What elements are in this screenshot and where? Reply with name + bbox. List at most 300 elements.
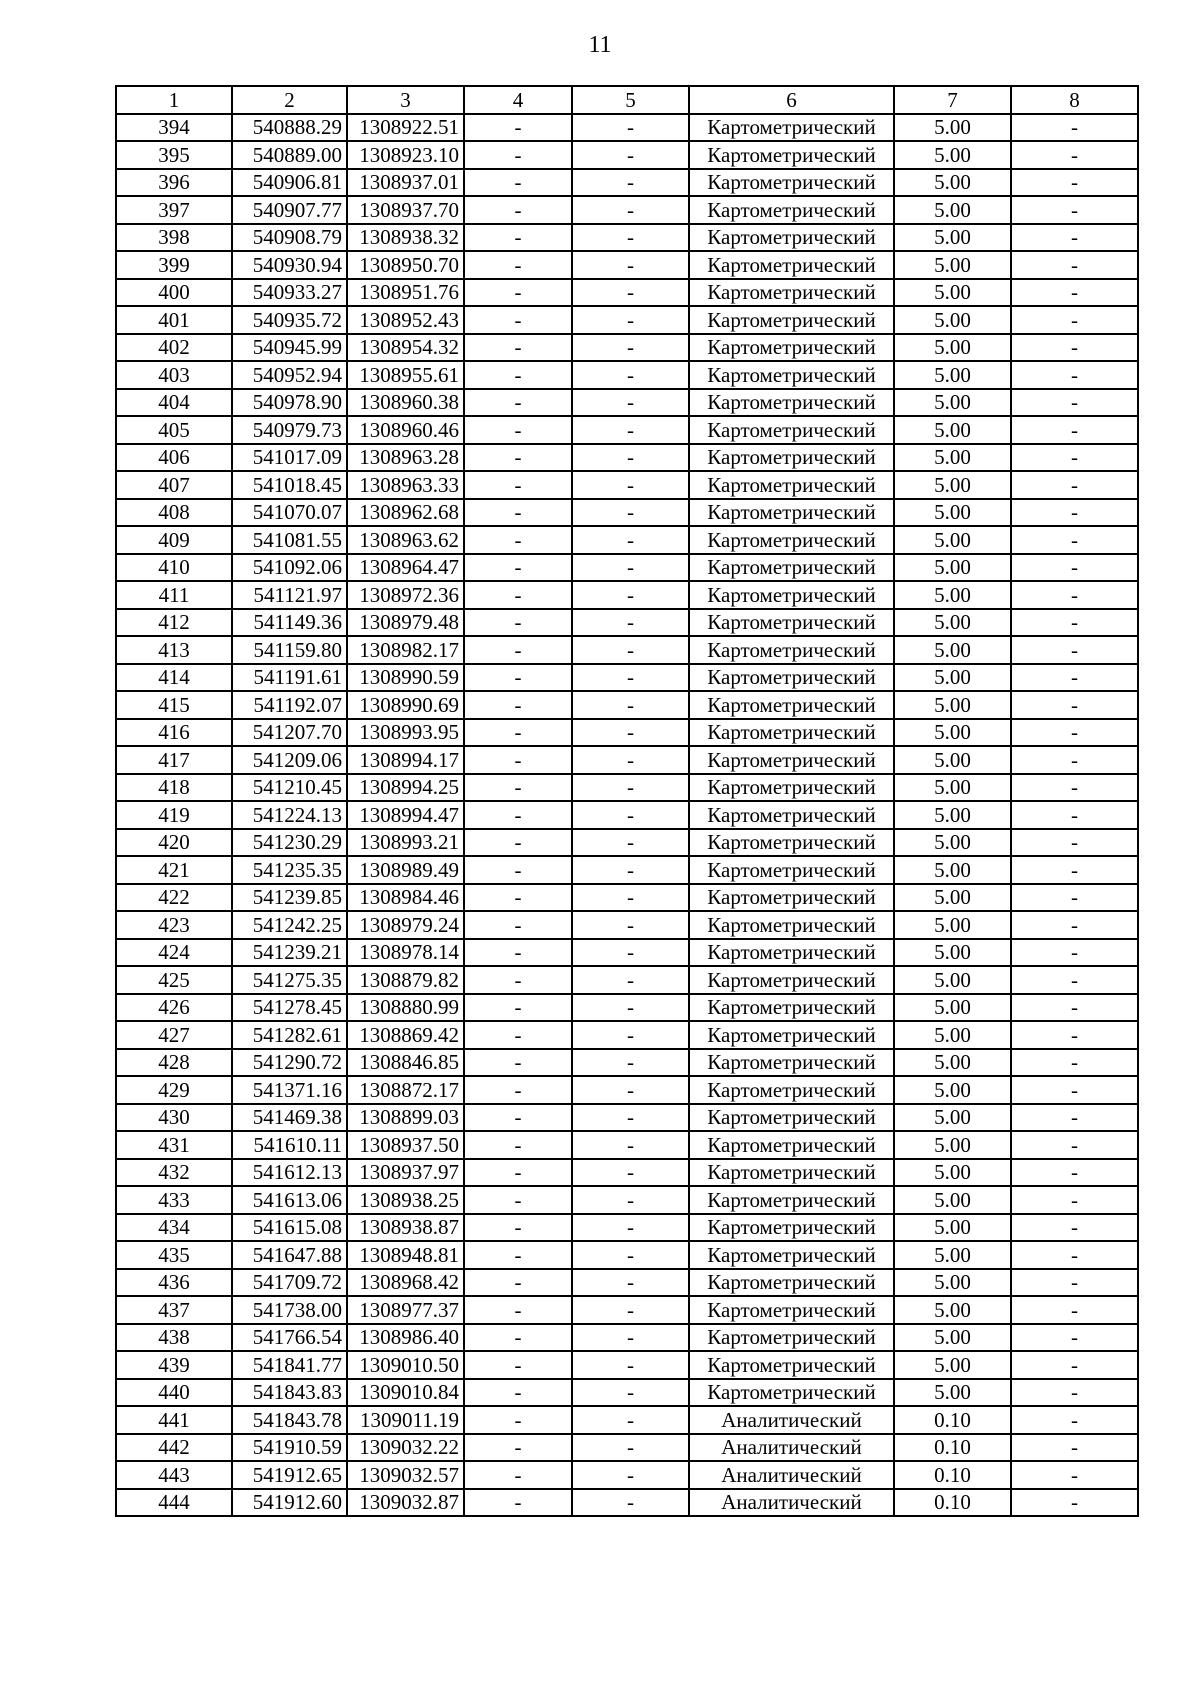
column-header-7: 7 xyxy=(894,86,1011,114)
x-coordinate-cell: 540945.99 xyxy=(232,334,347,362)
col-5-cell: - xyxy=(572,416,689,444)
method-cell: Картометрический xyxy=(689,801,894,829)
method-cell: Картометрический xyxy=(689,856,894,884)
method-cell: Картометрический xyxy=(689,1379,894,1407)
col-8-cell: - xyxy=(1011,1489,1138,1517)
accuracy-cell: 5.00 xyxy=(894,389,1011,417)
col-5-cell: - xyxy=(572,856,689,884)
y-coordinate-cell: 1308937.70 xyxy=(347,196,464,224)
col-8-cell: - xyxy=(1011,499,1138,527)
x-coordinate-cell: 541209.06 xyxy=(232,746,347,774)
y-coordinate-cell: 1308993.95 xyxy=(347,719,464,747)
point-number-cell: 407 xyxy=(116,471,232,499)
method-cell: Картометрический xyxy=(689,141,894,169)
point-number-cell: 438 xyxy=(116,1324,232,1352)
point-number-cell: 417 xyxy=(116,746,232,774)
col-5-cell: - xyxy=(572,829,689,857)
point-number-cell: 443 xyxy=(116,1461,232,1489)
col-8-cell: - xyxy=(1011,719,1138,747)
point-number-cell: 394 xyxy=(116,114,232,142)
x-coordinate-cell: 541912.65 xyxy=(232,1461,347,1489)
column-header-8: 8 xyxy=(1011,86,1138,114)
col-8-cell: - xyxy=(1011,1324,1138,1352)
accuracy-cell: 5.00 xyxy=(894,774,1011,802)
col-4-cell: - xyxy=(464,444,572,472)
y-coordinate-cell: 1309032.87 xyxy=(347,1489,464,1517)
accuracy-cell: 5.00 xyxy=(894,334,1011,362)
point-number-cell: 431 xyxy=(116,1131,232,1159)
point-number-cell: 402 xyxy=(116,334,232,362)
col-8-cell: - xyxy=(1011,581,1138,609)
table-row xyxy=(116,856,1138,884)
x-coordinate-cell: 540933.27 xyxy=(232,279,347,307)
point-number-cell: 422 xyxy=(116,884,232,912)
col-8-cell: - xyxy=(1011,1159,1138,1187)
page-number: 11 xyxy=(588,32,612,58)
x-coordinate-cell: 541159.80 xyxy=(232,636,347,664)
col-8-cell: - xyxy=(1011,279,1138,307)
accuracy-cell: 5.00 xyxy=(894,444,1011,472)
point-number-cell: 398 xyxy=(116,224,232,252)
table-row xyxy=(116,1489,1138,1517)
col-8-cell: - xyxy=(1011,1434,1138,1462)
table-row xyxy=(116,1104,1138,1132)
table-row xyxy=(116,1076,1138,1104)
method-cell: Картометрический xyxy=(689,746,894,774)
point-number-cell: 412 xyxy=(116,609,232,637)
col-8-cell: - xyxy=(1011,664,1138,692)
col-4-cell: - xyxy=(464,334,572,362)
table-row xyxy=(116,1434,1138,1462)
col-5-cell: - xyxy=(572,554,689,582)
table-row xyxy=(116,554,1138,582)
x-coordinate-cell: 540906.81 xyxy=(232,169,347,197)
table-row xyxy=(116,1131,1138,1159)
col-5-cell: - xyxy=(572,994,689,1022)
col-8-cell: - xyxy=(1011,1269,1138,1297)
col-4-cell: - xyxy=(464,746,572,774)
col-8-cell: - xyxy=(1011,636,1138,664)
method-cell: Картометрический xyxy=(689,196,894,224)
x-coordinate-cell: 541081.55 xyxy=(232,526,347,554)
col-8-cell: - xyxy=(1011,1241,1138,1269)
accuracy-cell: 5.00 xyxy=(894,994,1011,1022)
col-5-cell: - xyxy=(572,1351,689,1379)
accuracy-cell: 5.00 xyxy=(894,746,1011,774)
col-4-cell: - xyxy=(464,196,572,224)
col-5-cell: - xyxy=(572,966,689,994)
col-4-cell: - xyxy=(464,554,572,582)
table-row xyxy=(116,471,1138,499)
y-coordinate-cell: 1308962.68 xyxy=(347,499,464,527)
accuracy-cell: 5.00 xyxy=(894,719,1011,747)
table-row xyxy=(116,966,1138,994)
col-4-cell: - xyxy=(464,1159,572,1187)
y-coordinate-cell: 1308993.21 xyxy=(347,829,464,857)
table-row xyxy=(116,1159,1138,1187)
point-number-cell: 430 xyxy=(116,1104,232,1132)
column-header-5: 5 xyxy=(572,86,689,114)
point-number-cell: 425 xyxy=(116,966,232,994)
col-4-cell: - xyxy=(464,1351,572,1379)
col-8-cell: - xyxy=(1011,416,1138,444)
col-8-cell: - xyxy=(1011,746,1138,774)
accuracy-cell: 0.10 xyxy=(894,1489,1011,1517)
col-8-cell: - xyxy=(1011,1461,1138,1489)
accuracy-cell: 5.00 xyxy=(894,1049,1011,1077)
col-4-cell: - xyxy=(464,636,572,664)
col-4-cell: - xyxy=(464,471,572,499)
method-cell: Картометрический xyxy=(689,911,894,939)
col-4-cell: - xyxy=(464,801,572,829)
col-4-cell: - xyxy=(464,1434,572,1462)
accuracy-cell: 5.00 xyxy=(894,224,1011,252)
accuracy-cell: 5.00 xyxy=(894,1296,1011,1324)
accuracy-cell: 5.00 xyxy=(894,1076,1011,1104)
y-coordinate-cell: 1308922.51 xyxy=(347,114,464,142)
method-cell: Картометрический xyxy=(689,1351,894,1379)
accuracy-cell: 5.00 xyxy=(894,691,1011,719)
y-coordinate-cell: 1308994.17 xyxy=(347,746,464,774)
point-number-cell: 444 xyxy=(116,1489,232,1517)
col-5-cell: - xyxy=(572,911,689,939)
table-row xyxy=(116,1241,1138,1269)
method-cell: Картометрический xyxy=(689,829,894,857)
col-5-cell: - xyxy=(572,1186,689,1214)
col-8-cell: - xyxy=(1011,884,1138,912)
col-8-cell: - xyxy=(1011,1131,1138,1159)
col-5-cell: - xyxy=(572,581,689,609)
accuracy-cell: 5.00 xyxy=(894,1324,1011,1352)
x-coordinate-cell: 541092.06 xyxy=(232,554,347,582)
col-5-cell: - xyxy=(572,774,689,802)
point-number-cell: 428 xyxy=(116,1049,232,1077)
table-row xyxy=(116,334,1138,362)
table-row xyxy=(116,719,1138,747)
col-4-cell: - xyxy=(464,609,572,637)
accuracy-cell: 5.00 xyxy=(894,664,1011,692)
point-number-cell: 410 xyxy=(116,554,232,582)
col-8-cell: - xyxy=(1011,251,1138,279)
point-number-cell: 395 xyxy=(116,141,232,169)
point-number-cell: 433 xyxy=(116,1186,232,1214)
x-coordinate-cell: 541282.61 xyxy=(232,1021,347,1049)
col-5-cell: - xyxy=(572,691,689,719)
col-8-cell: - xyxy=(1011,1379,1138,1407)
col-4-cell: - xyxy=(464,169,572,197)
accuracy-cell: 5.00 xyxy=(894,1104,1011,1132)
y-coordinate-cell: 1309010.84 xyxy=(347,1379,464,1407)
col-5-cell: - xyxy=(572,746,689,774)
accuracy-cell: 5.00 xyxy=(894,306,1011,334)
point-number-cell: 429 xyxy=(116,1076,232,1104)
accuracy-cell: 5.00 xyxy=(894,471,1011,499)
accuracy-cell: 5.00 xyxy=(894,966,1011,994)
col-5-cell: - xyxy=(572,389,689,417)
col-8-cell: - xyxy=(1011,1351,1138,1379)
method-cell: Картометрический xyxy=(689,526,894,554)
table-row xyxy=(116,389,1138,417)
accuracy-cell: 5.00 xyxy=(894,1159,1011,1187)
x-coordinate-cell: 540908.79 xyxy=(232,224,347,252)
y-coordinate-cell: 1308948.81 xyxy=(347,1241,464,1269)
col-4-cell: - xyxy=(464,939,572,967)
point-number-cell: 423 xyxy=(116,911,232,939)
accuracy-cell: 5.00 xyxy=(894,1351,1011,1379)
y-coordinate-cell: 1308938.32 xyxy=(347,224,464,252)
col-8-cell: - xyxy=(1011,691,1138,719)
accuracy-cell: 5.00 xyxy=(894,884,1011,912)
table-row xyxy=(116,939,1138,967)
col-4-cell: - xyxy=(464,884,572,912)
col-8-cell: - xyxy=(1011,196,1138,224)
table-row xyxy=(116,1406,1138,1434)
y-coordinate-cell: 1308938.25 xyxy=(347,1186,464,1214)
col-4-cell: - xyxy=(464,774,572,802)
col-4-cell: - xyxy=(464,1241,572,1269)
table-row xyxy=(116,224,1138,252)
y-coordinate-cell: 1308960.38 xyxy=(347,389,464,417)
accuracy-cell: 5.00 xyxy=(894,141,1011,169)
method-cell: Аналитический xyxy=(689,1489,894,1517)
col-8-cell: - xyxy=(1011,141,1138,169)
col-5-cell: - xyxy=(572,1049,689,1077)
col-8-cell: - xyxy=(1011,609,1138,637)
col-4-cell: - xyxy=(464,1186,572,1214)
col-4-cell: - xyxy=(464,1021,572,1049)
x-coordinate-cell: 541766.54 xyxy=(232,1324,347,1352)
col-8-cell: - xyxy=(1011,444,1138,472)
col-8-cell: - xyxy=(1011,526,1138,554)
col-5-cell: - xyxy=(572,1269,689,1297)
column-header-6: 6 xyxy=(689,86,894,114)
col-8-cell: - xyxy=(1011,1296,1138,1324)
x-coordinate-cell: 541843.78 xyxy=(232,1406,347,1434)
col-5-cell: - xyxy=(572,1214,689,1242)
method-cell: Картометрический xyxy=(689,664,894,692)
y-coordinate-cell: 1308990.59 xyxy=(347,664,464,692)
accuracy-cell: 5.00 xyxy=(894,1131,1011,1159)
y-coordinate-cell: 1308879.82 xyxy=(347,966,464,994)
col-5-cell: - xyxy=(572,1104,689,1132)
method-cell: Картометрический xyxy=(689,224,894,252)
column-header-2: 2 xyxy=(232,86,347,114)
point-number-cell: 401 xyxy=(116,306,232,334)
table-row xyxy=(116,361,1138,389)
y-coordinate-cell: 1308984.46 xyxy=(347,884,464,912)
table-row xyxy=(116,1324,1138,1352)
col-5-cell: - xyxy=(572,251,689,279)
x-coordinate-cell: 540889.00 xyxy=(232,141,347,169)
y-coordinate-cell: 1308986.40 xyxy=(347,1324,464,1352)
accuracy-cell: 5.00 xyxy=(894,196,1011,224)
x-coordinate-cell: 541469.38 xyxy=(232,1104,347,1132)
col-8-cell: - xyxy=(1011,1186,1138,1214)
column-header-1: 1 xyxy=(116,86,232,114)
accuracy-cell: 5.00 xyxy=(894,636,1011,664)
accuracy-cell: 5.00 xyxy=(894,911,1011,939)
y-coordinate-cell: 1309011.19 xyxy=(347,1406,464,1434)
x-coordinate-cell: 541841.77 xyxy=(232,1351,347,1379)
accuracy-cell: 0.10 xyxy=(894,1461,1011,1489)
point-number-cell: 403 xyxy=(116,361,232,389)
col-5-cell: - xyxy=(572,636,689,664)
col-5-cell: - xyxy=(572,499,689,527)
method-cell: Картометрический xyxy=(689,884,894,912)
method-cell: Картометрический xyxy=(689,1241,894,1269)
table-row xyxy=(116,691,1138,719)
y-coordinate-cell: 1308963.28 xyxy=(347,444,464,472)
x-coordinate-cell: 541738.00 xyxy=(232,1296,347,1324)
col-5-cell: - xyxy=(572,361,689,389)
point-number-cell: 442 xyxy=(116,1434,232,1462)
x-coordinate-cell: 541210.45 xyxy=(232,774,347,802)
col-5-cell: - xyxy=(572,1241,689,1269)
col-4-cell: - xyxy=(464,389,572,417)
col-4-cell: - xyxy=(464,1406,572,1434)
x-coordinate-cell: 541018.45 xyxy=(232,471,347,499)
y-coordinate-cell: 1308950.70 xyxy=(347,251,464,279)
method-cell: Картометрический xyxy=(689,1049,894,1077)
col-5-cell: - xyxy=(572,224,689,252)
x-coordinate-cell: 541235.35 xyxy=(232,856,347,884)
table-row xyxy=(116,196,1138,224)
table-row xyxy=(116,1461,1138,1489)
accuracy-cell: 5.00 xyxy=(894,114,1011,142)
col-4-cell: - xyxy=(464,1296,572,1324)
col-5-cell: - xyxy=(572,1076,689,1104)
col-5-cell: - xyxy=(572,444,689,472)
x-coordinate-cell: 540930.94 xyxy=(232,251,347,279)
col-8-cell: - xyxy=(1011,306,1138,334)
x-coordinate-cell: 541275.35 xyxy=(232,966,347,994)
table-row xyxy=(116,581,1138,609)
col-5-cell: - xyxy=(572,196,689,224)
method-cell: Картометрический xyxy=(689,389,894,417)
col-5-cell: - xyxy=(572,141,689,169)
col-4-cell: - xyxy=(464,1104,572,1132)
point-number-cell: 420 xyxy=(116,829,232,857)
y-coordinate-cell: 1308869.42 xyxy=(347,1021,464,1049)
accuracy-cell: 5.00 xyxy=(894,1241,1011,1269)
accuracy-cell: 5.00 xyxy=(894,829,1011,857)
method-cell: Картометрический xyxy=(689,279,894,307)
col-5-cell: - xyxy=(572,1489,689,1517)
y-coordinate-cell: 1308963.62 xyxy=(347,526,464,554)
col-8-cell: - xyxy=(1011,1406,1138,1434)
y-coordinate-cell: 1308960.46 xyxy=(347,416,464,444)
col-8-cell: - xyxy=(1011,911,1138,939)
point-number-cell: 408 xyxy=(116,499,232,527)
table-row xyxy=(116,994,1138,1022)
col-4-cell: - xyxy=(464,499,572,527)
table-row xyxy=(116,114,1138,142)
point-number-cell: 406 xyxy=(116,444,232,472)
column-header-4: 4 xyxy=(464,86,572,114)
y-coordinate-cell: 1308899.03 xyxy=(347,1104,464,1132)
table-row xyxy=(116,444,1138,472)
y-coordinate-cell: 1308955.61 xyxy=(347,361,464,389)
table-row xyxy=(116,884,1138,912)
x-coordinate-cell: 541610.11 xyxy=(232,1131,347,1159)
accuracy-cell: 0.10 xyxy=(894,1406,1011,1434)
col-4-cell: - xyxy=(464,1379,572,1407)
method-cell: Картометрический xyxy=(689,1324,894,1352)
accuracy-cell: 5.00 xyxy=(894,609,1011,637)
x-coordinate-cell: 541615.08 xyxy=(232,1214,347,1242)
col-5-cell: - xyxy=(572,801,689,829)
point-number-cell: 418 xyxy=(116,774,232,802)
y-coordinate-cell: 1309010.50 xyxy=(347,1351,464,1379)
x-coordinate-cell: 541224.13 xyxy=(232,801,347,829)
col-4-cell: - xyxy=(464,829,572,857)
col-4-cell: - xyxy=(464,1214,572,1242)
col-8-cell: - xyxy=(1011,829,1138,857)
col-4-cell: - xyxy=(464,306,572,334)
col-5-cell: - xyxy=(572,114,689,142)
method-cell: Картометрический xyxy=(689,114,894,142)
point-number-cell: 441 xyxy=(116,1406,232,1434)
accuracy-cell: 5.00 xyxy=(894,361,1011,389)
point-number-cell: 413 xyxy=(116,636,232,664)
method-cell: Картометрический xyxy=(689,581,894,609)
method-cell: Картометрический xyxy=(689,416,894,444)
col-5-cell: - xyxy=(572,664,689,692)
col-5-cell: - xyxy=(572,939,689,967)
point-number-cell: 426 xyxy=(116,994,232,1022)
x-coordinate-cell: 541647.88 xyxy=(232,1241,347,1269)
y-coordinate-cell: 1308937.97 xyxy=(347,1159,464,1187)
method-cell: Картометрический xyxy=(689,334,894,362)
point-number-cell: 436 xyxy=(116,1269,232,1297)
table-row xyxy=(116,911,1138,939)
point-number-cell: 440 xyxy=(116,1379,232,1407)
method-cell: Картометрический xyxy=(689,444,894,472)
method-cell: Картометрический xyxy=(689,169,894,197)
y-coordinate-cell: 1308989.49 xyxy=(347,856,464,884)
x-coordinate-cell: 541192.07 xyxy=(232,691,347,719)
y-coordinate-cell: 1309032.57 xyxy=(347,1461,464,1489)
x-coordinate-cell: 540907.77 xyxy=(232,196,347,224)
accuracy-cell: 5.00 xyxy=(894,1186,1011,1214)
col-5-cell: - xyxy=(572,1379,689,1407)
table-row xyxy=(116,829,1138,857)
method-cell: Аналитический xyxy=(689,1461,894,1489)
y-coordinate-cell: 1308994.25 xyxy=(347,774,464,802)
y-coordinate-cell: 1308968.42 xyxy=(347,1269,464,1297)
col-5-cell: - xyxy=(572,1296,689,1324)
col-8-cell: - xyxy=(1011,389,1138,417)
y-coordinate-cell: 1308964.47 xyxy=(347,554,464,582)
table-row xyxy=(116,1269,1138,1297)
table-row xyxy=(116,526,1138,554)
method-cell: Картометрический xyxy=(689,966,894,994)
col-4-cell: - xyxy=(464,279,572,307)
table-row xyxy=(116,251,1138,279)
x-coordinate-cell: 541910.59 xyxy=(232,1434,347,1462)
method-cell: Картометрический xyxy=(689,609,894,637)
x-coordinate-cell: 541278.45 xyxy=(232,994,347,1022)
y-coordinate-cell: 1308937.50 xyxy=(347,1131,464,1159)
accuracy-cell: 5.00 xyxy=(894,416,1011,444)
y-coordinate-cell: 1308923.10 xyxy=(347,141,464,169)
col-4-cell: - xyxy=(464,1269,572,1297)
table-row xyxy=(116,1214,1138,1242)
accuracy-cell: 5.00 xyxy=(894,1379,1011,1407)
col-8-cell: - xyxy=(1011,1104,1138,1132)
method-cell: Картометрический xyxy=(689,1021,894,1049)
x-coordinate-cell: 541239.21 xyxy=(232,939,347,967)
